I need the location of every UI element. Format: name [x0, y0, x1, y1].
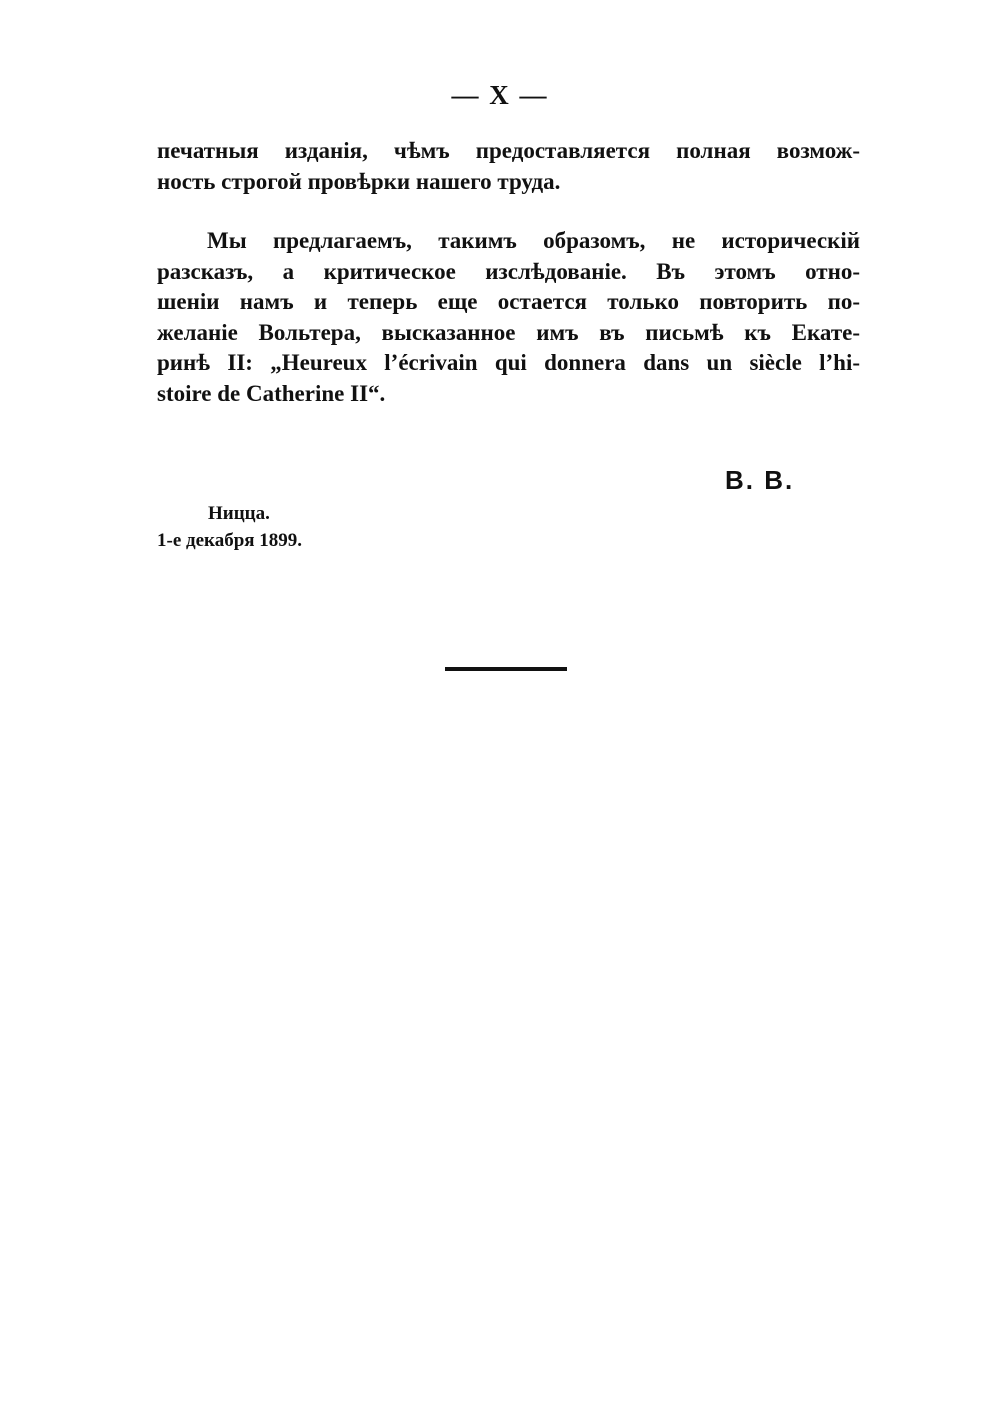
paragraph-2 [157, 226, 860, 410]
place-line: Ницца. [208, 503, 270, 524]
page-number: — X — [451, 80, 549, 110]
section-end-rule [445, 667, 567, 671]
paragraph-1 [157, 136, 860, 197]
text-line: шеніи намъ и теперь еще остается только повторить по- [157, 289, 860, 315]
text-line: ринѣ II: „Heureux l’écrivain qui donnera dans un siècle l’hi- [157, 350, 860, 376]
text-line: stoire de Catherine II“. [157, 380, 386, 406]
author-signature: В. В. [725, 465, 795, 495]
text-line: желаніе Вольтера, высказанное имъ въ письмѣ къ Екате- [157, 319, 860, 345]
text-line: печатныя изданія, чѣмъ предоставляется полная возмож- [157, 138, 860, 163]
text-line: разсказъ, а критическое изслѣдованіе. Въ этомъ отно- [157, 258, 860, 284]
text-line: Мы предлагаемъ, такимъ образомъ, не историческій [207, 228, 860, 253]
text-line: ность строгой провѣрки нашего труда. [157, 168, 561, 194]
date-line: 1-е декабря 1899. [157, 530, 303, 551]
